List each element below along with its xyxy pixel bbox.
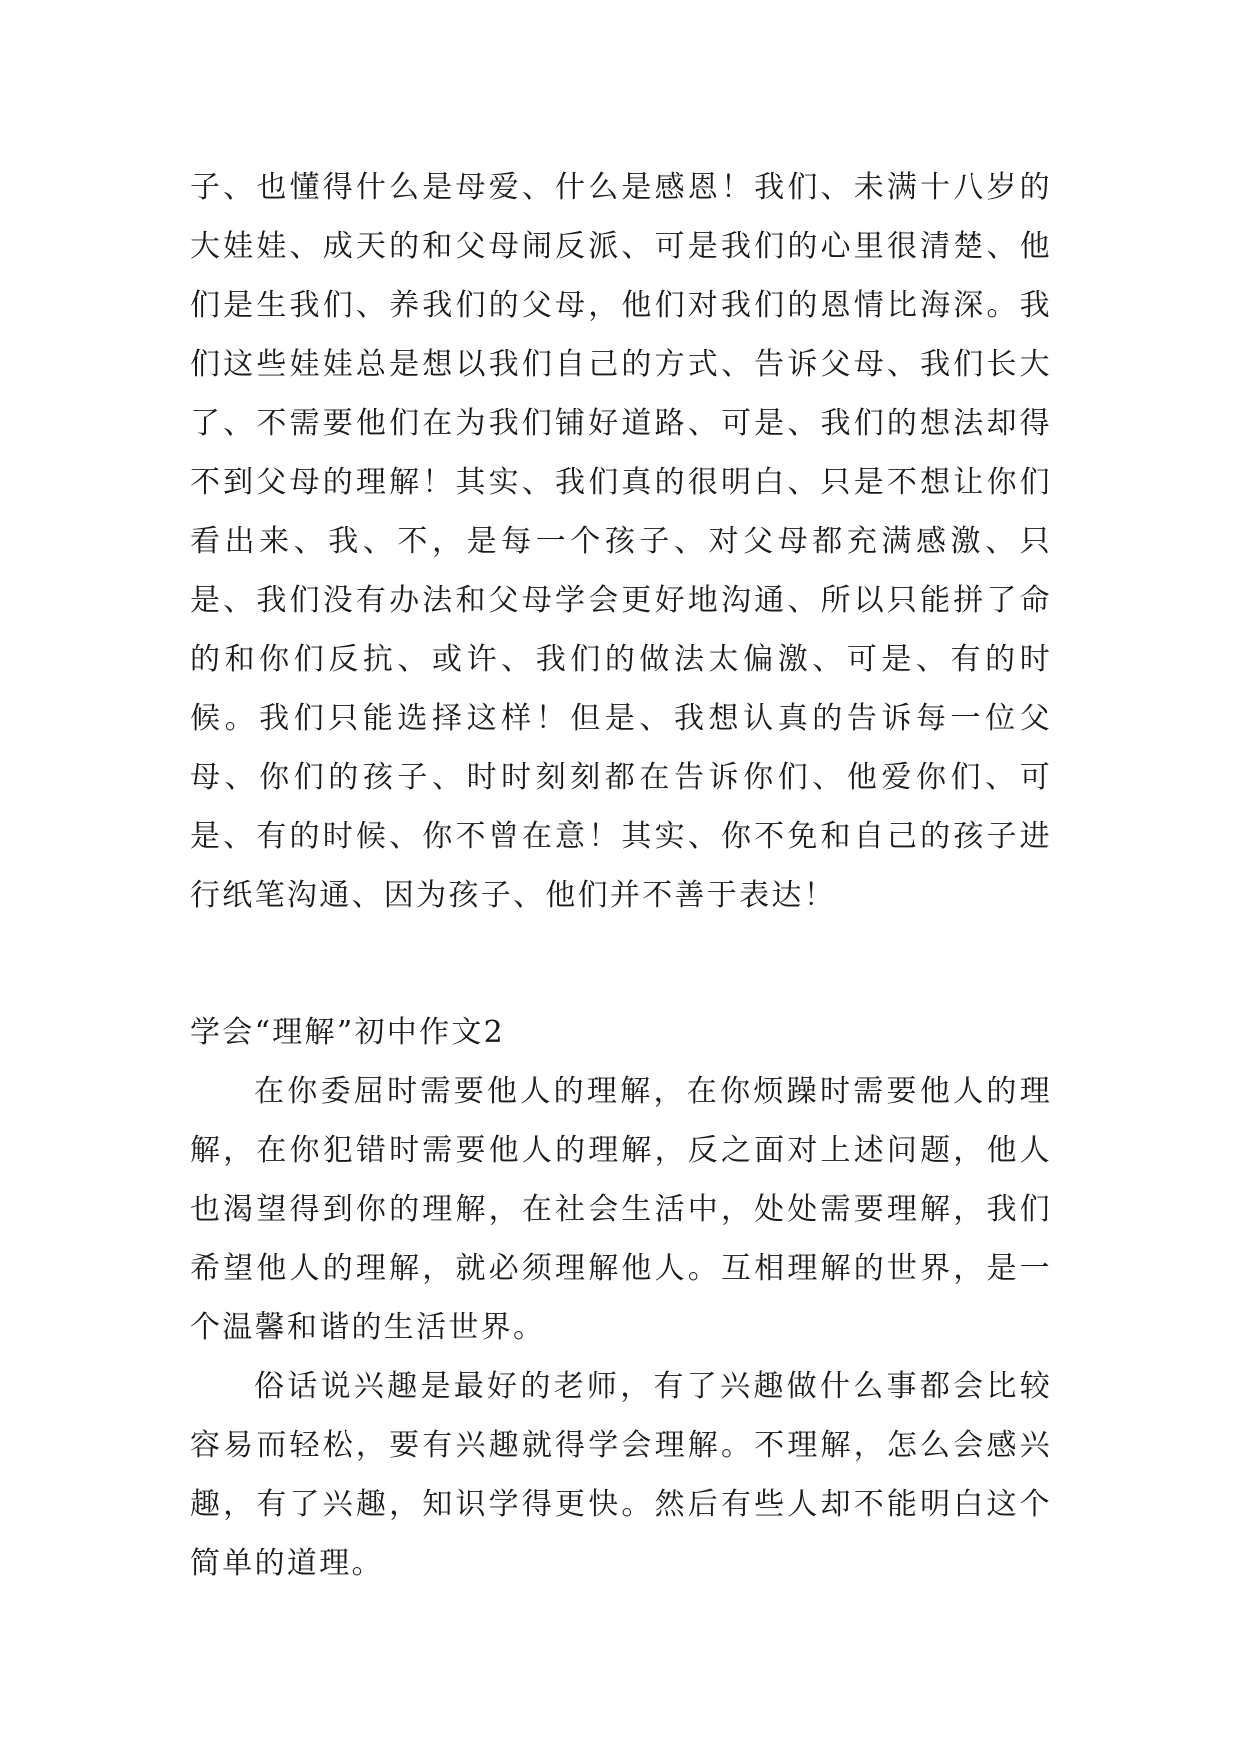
continuation-paragraph: 子、也懂得什么是母爱、什么是感恩！我们、未满十八岁的大娃娃、成天的和父母闹反派、可是我们的心里很清楚、他们是生我们、养我们的父母，他们对我们的恩情比海深。我们这些娃娃总是想以我们自己的方式、告诉父母、我们长大了、不需要他们在为我们铺好道路、可是、我们的想法却得不到父母的理解！其实、我们真的很明白、只是不想让你们看出来、我、不，是每一个孩子、对父母都充满感激、只是、我们没有办法和父母学会更好地沟通、所以只能拼了命的和你们反抗、或许、我们的做法太偏激、可是、有的时候。我们只能选择这样！但是、我想认真的告诉每一位父母、你们的孩子、时时刻刻都在告诉你们、他爱你们、可是、有的时候、你不曾在意！其实、你不免和自己的孩子进行纸笔沟通、因为孩子、他们并不善于表达！ xyxy=(190,170,1052,913)
section-title: 学会“理解”初中作文2 xyxy=(190,1015,506,1050)
body-paragraph: 俗话说兴趣是最好的老师，有了兴趣做什么事都会比较容易而轻松，要有兴趣就得学会理解。不理解，怎么会感兴趣，有了兴趣，知识学得更快。然后有些人却不能明白这个简单的道理。 xyxy=(190,1369,1052,1581)
body-paragraph: 在你委屈时需要他人的理解，在你烦躁时需要他人的理解，在你犯错时需要他人的理解，反之面对上述问题，他人也渴望得到你的理解，在社会生活中，处处需要理解，我们希望他人的理解，就必须理解他人。互相理解的世界，是一个温馨和谐的生活世界。 xyxy=(190,1074,1052,1345)
document-body xyxy=(190,158,1052,1593)
